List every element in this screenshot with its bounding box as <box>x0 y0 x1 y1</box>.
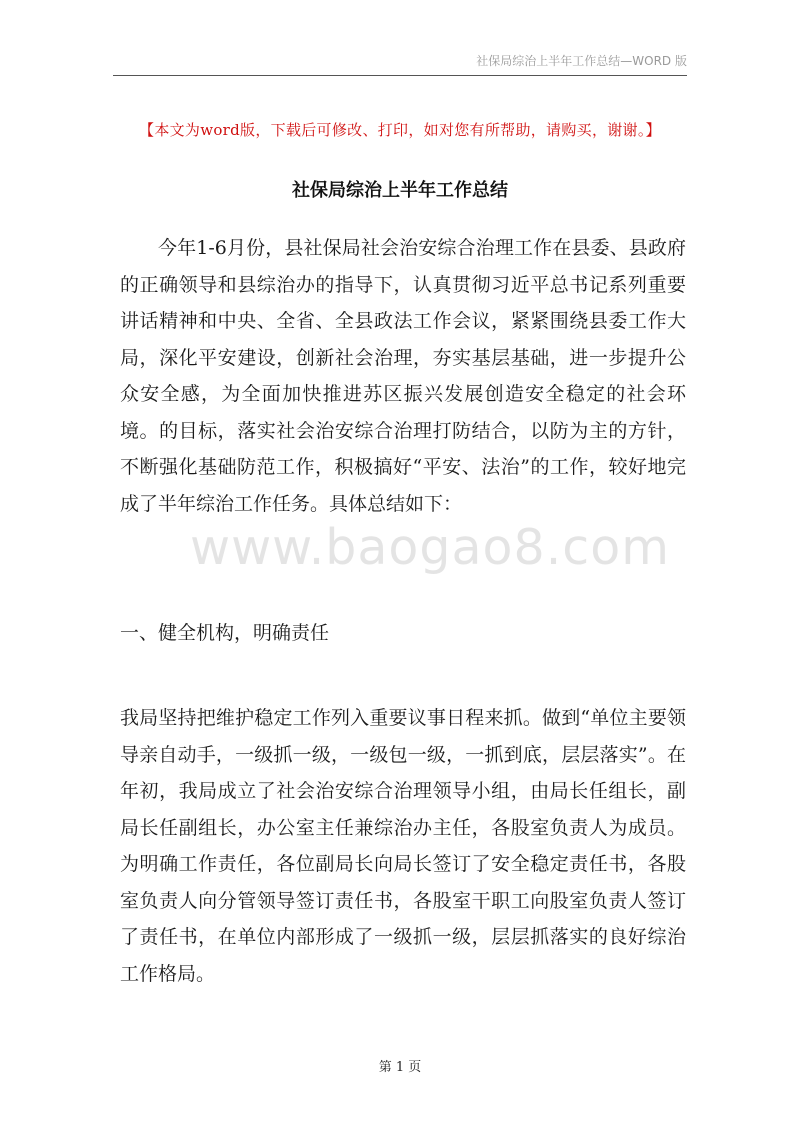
section-heading: 一、健全机构，明确责任 <box>120 622 330 644</box>
watermark: www.baogao8.com <box>190 519 670 576</box>
intro-paragraph: 今年1-6月份，县社保局社会治安综合治理工作在县委、县政府的正确领导和县综治办的指导下，认真贯彻习近平总书记系列重要讲话精神和中央、全省、全县政法工作会议，紧紧围绕县委工作大局，深化平安建设，创新社会治理，夯实基层基础，进一步提升公众安全感，为全面加快推进苏区振兴发展创造安全稳定的社会环境。的目标，落实社会治安综合治理打防结合，以防为主的方针，不断强化基础防范工作，积极搞好“平安、法治”的工作，较好地完成了半年综治工作任务。具体总结如下： <box>120 237 686 515</box>
document-title: 社保局综治上半年工作总结 <box>292 180 508 201</box>
page-number: 第 1 页 <box>378 1060 422 1075</box>
body-paragraph: 我局坚持把维护稳定工作列入重要议事日程来抓。做到“单位主要领导亲自动手，一级抓一级，一级包一级，一抓到底，层层落实”。在年初，我局成立了社会治安综合治理领导小组，由局长任组长，副局长任副组长，办公室主任兼综治办主任，各股室负责人为成员。为明确工作责任，各位副局长向局长签订了安全稳定责任书，各股室负责人向分管领导签订责任书，各股室干职工向股室负责人签订了责任书，在单位内部形成了一级抓一级，层层抓落实的良好综治工作格局。 <box>120 707 686 985</box>
header-divider <box>113 75 687 76</box>
download-notice: 【本文为word版，下载后可修改、打印，如对您有所帮助，请购买，谢谢。】 <box>139 121 661 139</box>
running-header: 社保局综治上半年工作总结—WORD 版 <box>476 54 687 68</box>
